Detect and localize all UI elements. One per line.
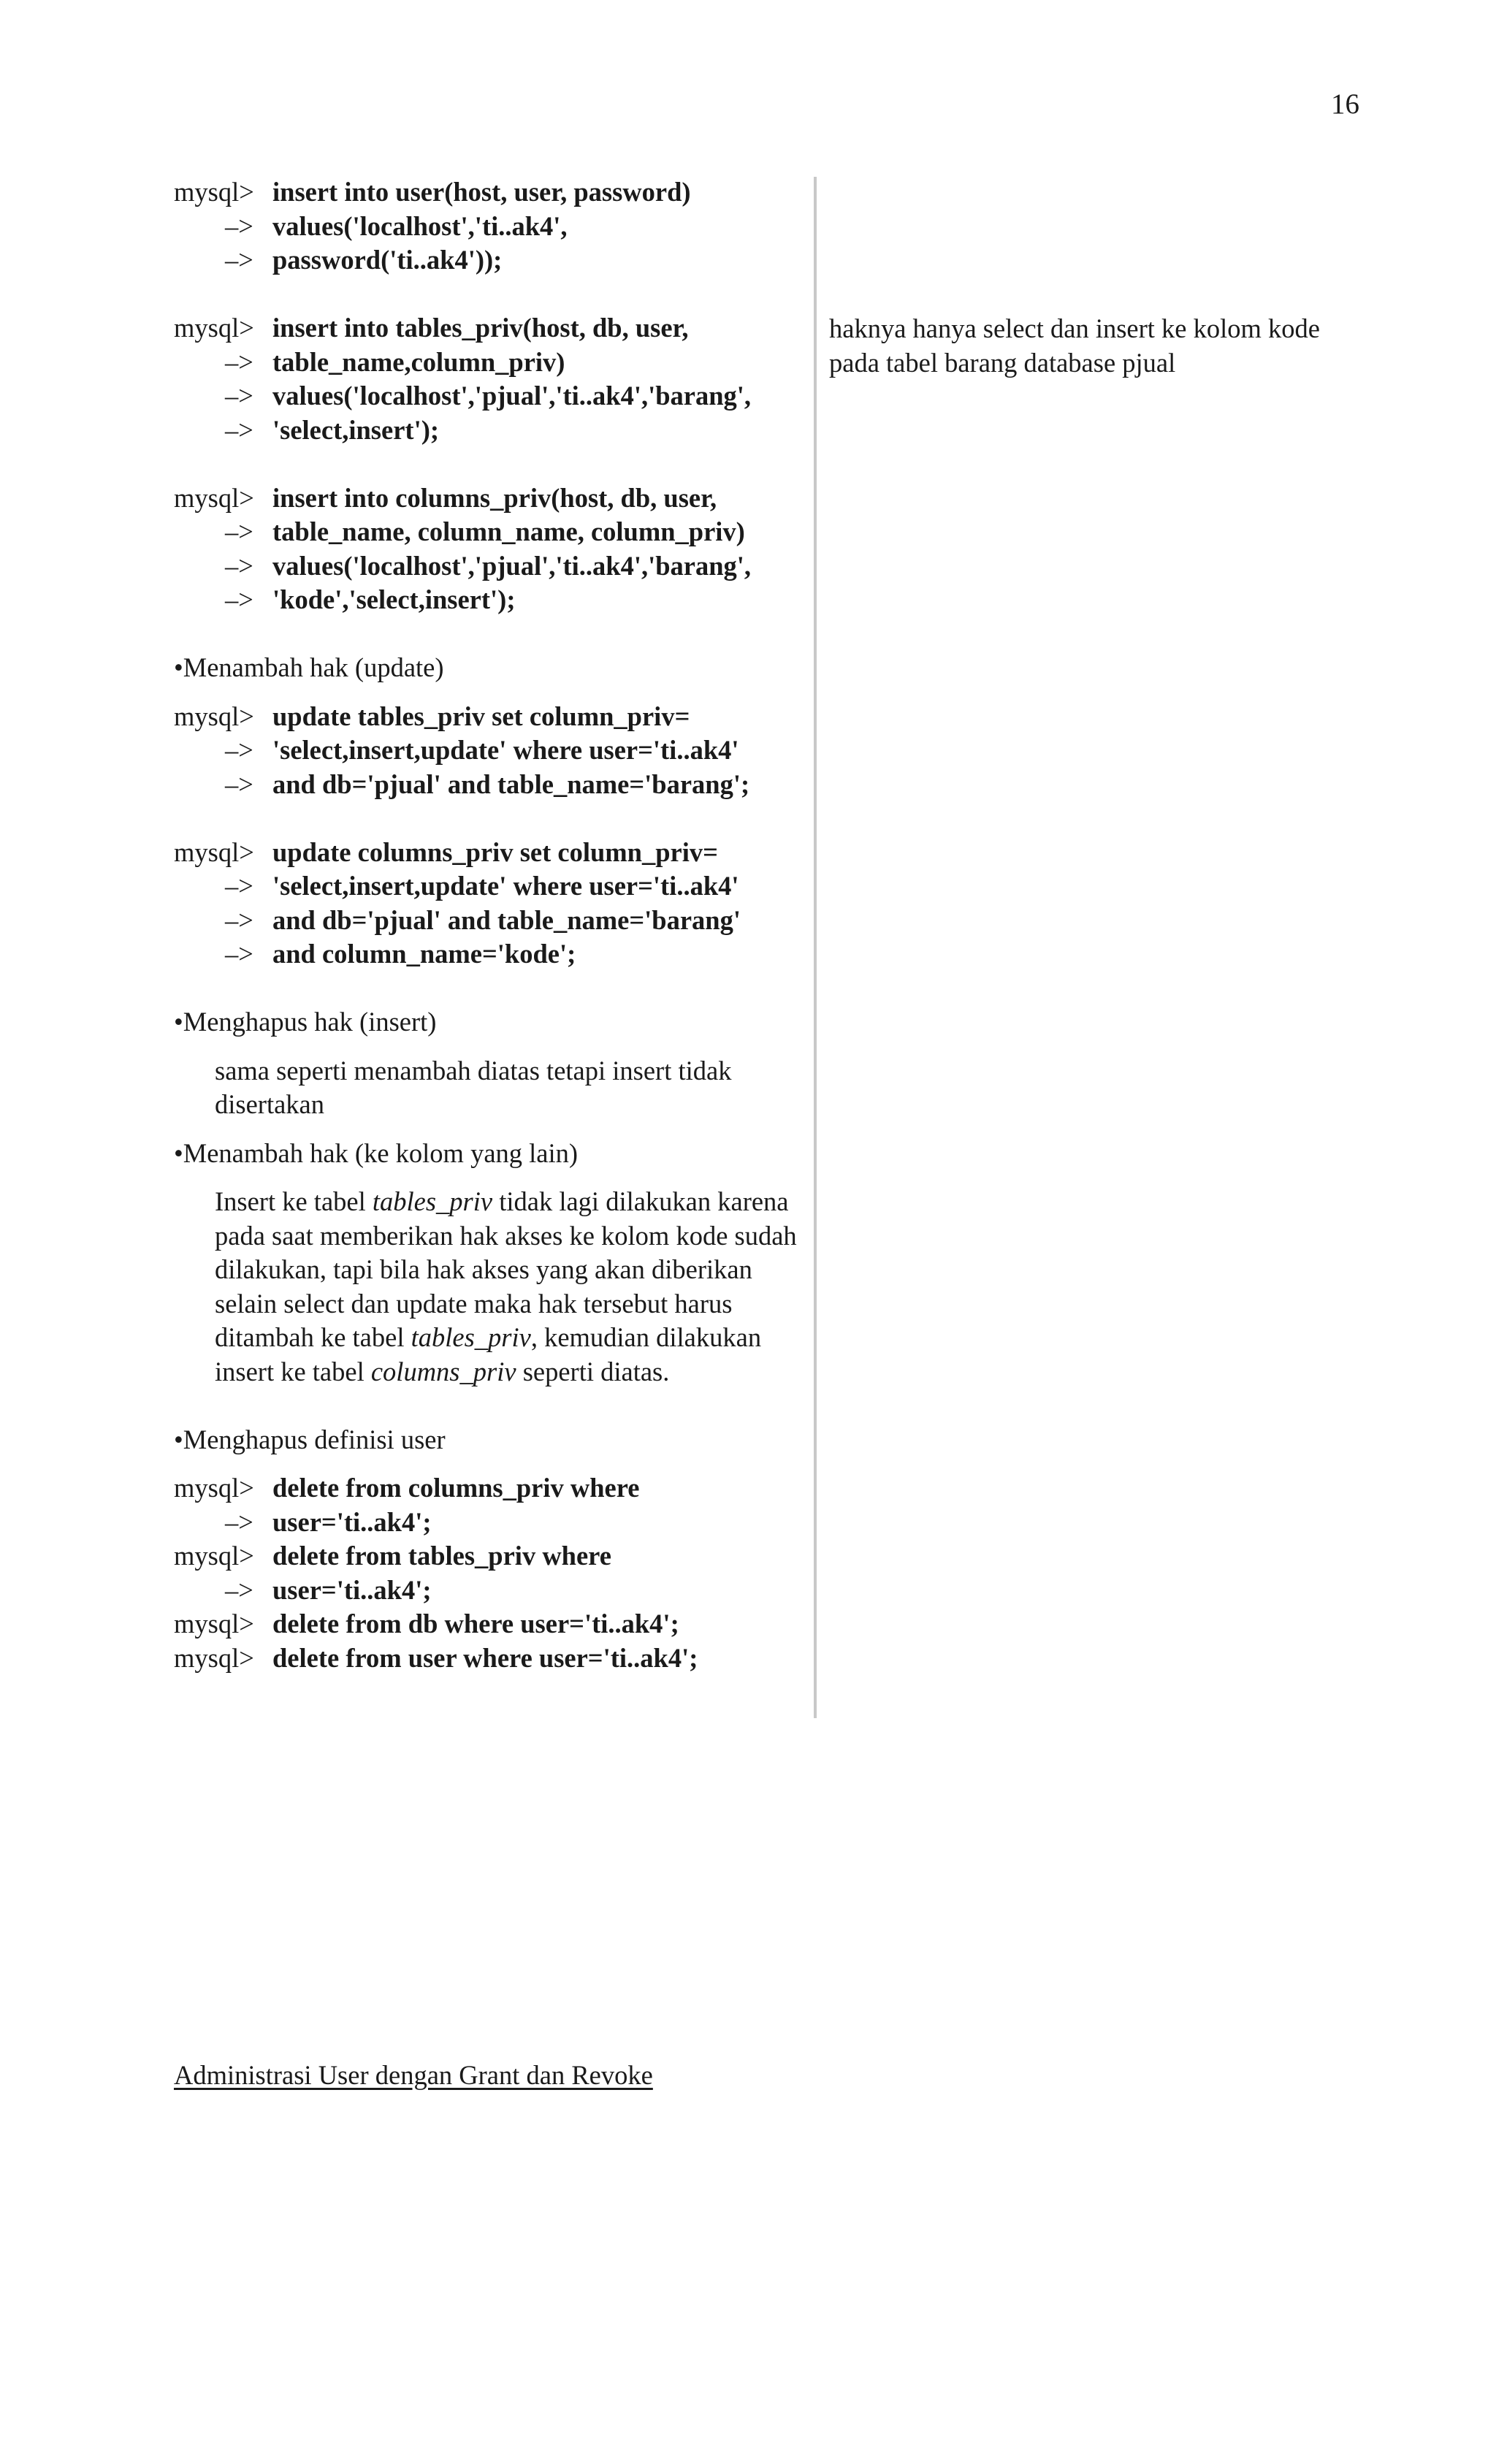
- mysql-prompt: mysql>: [174, 701, 254, 731]
- sql-code: delete from tables_priv where: [272, 1541, 611, 1571]
- paragraph-kolom-lain: [215, 1185, 821, 1389]
- continuation-arrow: –>: [225, 245, 253, 275]
- sql-delete-statements: [174, 1471, 809, 1675]
- code-line: [174, 210, 809, 244]
- sql-code: 'select,insert');: [272, 414, 440, 445]
- mysql-prompt: mysql>: [174, 1609, 254, 1639]
- continuation-arrow: –>: [225, 381, 253, 411]
- code-line: [174, 583, 809, 617]
- sql-insert-tables-priv: [174, 311, 809, 447]
- continuation-arrow: –>: [225, 346, 253, 377]
- continuation-arrow: –>: [225, 210, 253, 241]
- paragraph-text: Insert ke tabel: [215, 1186, 373, 1216]
- continuation-arrow: –>: [225, 414, 253, 445]
- continuation-arrow: –>: [225, 939, 253, 969]
- sql-code: values('localhost','pjual','ti..ak4','barang',: [272, 381, 752, 411]
- table-name-italic: tables_priv: [411, 1322, 531, 1352]
- code-line: [174, 243, 809, 278]
- section-heading: Administrasi User dengan Grant dan Revoke: [174, 2060, 653, 2090]
- continuation-arrow: –>: [225, 871, 253, 901]
- mysql-prompt: mysql>: [174, 177, 254, 207]
- continuation-arrow: –>: [225, 735, 253, 765]
- sql-update-columns-priv: [174, 836, 809, 972]
- mysql-prompt: mysql>: [174, 1642, 254, 1673]
- code-line: [174, 346, 809, 380]
- sql-code: and db='pjual' and table_name='barang': [272, 904, 741, 935]
- code-line: [174, 836, 809, 870]
- code-line: [174, 481, 809, 516]
- code-line: [174, 937, 809, 972]
- continuation-arrow: –>: [225, 904, 253, 935]
- continuation-arrow: –>: [225, 1506, 253, 1537]
- code-line: [174, 413, 809, 448]
- sql-code: 'kode','select,insert');: [272, 584, 516, 614]
- sql-insert-user: [174, 175, 809, 278]
- sql-code: password('ti..ak4'));: [272, 245, 503, 275]
- code-line: [174, 700, 809, 734]
- code-line: [174, 1641, 809, 1676]
- sql-code: values('localhost','pjual','ti..ak4','barang',: [272, 550, 752, 581]
- continuation-arrow: –>: [225, 516, 253, 546]
- code-line: [174, 379, 809, 413]
- sql-code: delete from db where user='ti..ak4';: [272, 1609, 679, 1639]
- sql-code: table_name, column_name, column_priv): [272, 516, 745, 546]
- continuation-arrow: –>: [225, 550, 253, 581]
- sql-code: update tables_priv set column_priv=: [272, 701, 690, 731]
- sql-code: delete from columns_priv where: [272, 1473, 640, 1503]
- code-line: [174, 768, 809, 802]
- side-note: haknya hanya select dan insert ke kolom kode pada tabel barang database pjual: [829, 313, 1320, 378]
- mysql-prompt: mysql>: [174, 836, 254, 867]
- column-divider: [814, 177, 817, 1718]
- sql-code: delete from user where user='ti..ak4';: [272, 1642, 698, 1673]
- table-name-italic: columns_priv: [370, 1356, 516, 1387]
- sql-code: insert into columns_priv(host, db, user,: [272, 482, 717, 513]
- continuation-arrow: –>: [225, 584, 253, 614]
- mysql-prompt: mysql>: [174, 482, 254, 513]
- sql-insert-columns-priv: [174, 481, 809, 617]
- sql-code: and db='pjual' and table_name='barang';: [272, 768, 750, 799]
- sql-code: update columns_priv set column_priv=: [272, 836, 718, 867]
- paragraph-hapus-insert: sama seperti menambah diatas tetapi insert tidak disertakan: [215, 1055, 732, 1119]
- sql-code: insert into tables_priv(host, db, user,: [272, 313, 689, 343]
- code-line: [174, 1574, 809, 1608]
- code-line: [174, 904, 809, 938]
- code-line: [174, 869, 809, 904]
- code-line: [174, 311, 809, 346]
- sql-update-tables-priv: [174, 700, 809, 802]
- code-line: [174, 1607, 809, 1641]
- bullet-menambah-hak-update: •Menambah hak (update): [174, 652, 444, 682]
- paragraph-text: seperti diatas.: [516, 1356, 670, 1387]
- continuation-arrow: –>: [225, 1574, 253, 1605]
- bullet-menghapus-definisi-user: •Menghapus definisi user: [174, 1424, 446, 1454]
- code-line: [174, 175, 809, 210]
- continuation-arrow: –>: [225, 768, 253, 799]
- table-name-italic: tables_priv: [372, 1186, 493, 1216]
- sql-code: user='ti..ak4';: [272, 1506, 432, 1537]
- sql-code: 'select,insert,update' where user='ti..ak4': [272, 735, 739, 765]
- paragraph-text: , kemudian dilakukan insert ke tabel: [215, 1322, 762, 1387]
- code-line: [174, 733, 809, 768]
- code-line: [174, 1471, 809, 1506]
- paragraph-text: tidak lagi dilakukan karena pada saat memberikan hak akses ke kolom kode sudah dilakukan, tapi bila hak akses yang akan diberikan selain select dan update maka hak tersebut harus ditambah ke tabel: [215, 1186, 797, 1352]
- sql-code: insert into user(host, user, password): [272, 177, 691, 207]
- code-line: [174, 1539, 809, 1574]
- sql-code: table_name,column_priv): [272, 346, 565, 377]
- mysql-prompt: mysql>: [174, 313, 254, 343]
- code-line: [174, 1506, 809, 1540]
- code-line: [174, 515, 809, 549]
- bullet-menghapus-hak-insert: •Menghapus hak (insert): [174, 1007, 437, 1037]
- mysql-prompt: mysql>: [174, 1541, 254, 1571]
- page-number: 16: [1331, 88, 1359, 120]
- sql-code: 'select,insert,update' where user='ti..ak4': [272, 871, 739, 901]
- sql-code: user='ti..ak4';: [272, 1574, 432, 1605]
- sql-code: values('localhost','ti..ak4',: [272, 210, 568, 241]
- sql-code: and column_name='kode';: [272, 939, 576, 969]
- main-column: [174, 175, 809, 1675]
- code-line: [174, 549, 809, 584]
- bullet-menambah-hak-kolom-lain: •Menambah hak (ke kolom yang lain): [174, 1137, 579, 1168]
- mysql-prompt: mysql>: [174, 1473, 254, 1503]
